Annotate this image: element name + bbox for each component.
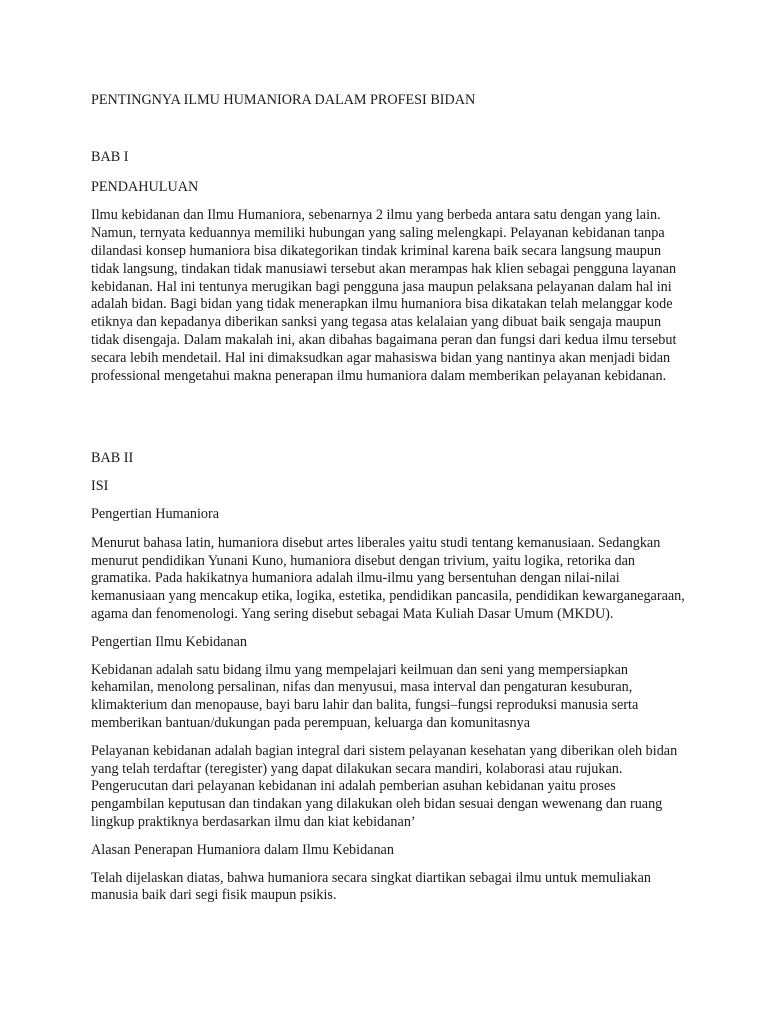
sub1-paragraph: Menurut bahasa latin, humaniora disebut artes liberales yaitu studi tentang kemanusiaan. Sedangkan menurut pendidikan Yunani Kuno, humaniora disebut dengan trivium, yaitu logika, retorika dan gramatika. Pada hakikatnya humaniora adalah ilmu-ilmu yang bersentuhan dengan nilai-nilai kemanusiaan yang mencakup etika, logika, estetika, pendidikan pancasila, pendidikan kewarganegaraan, agama dan fenomenologi. Yang sering disebut sebagai Mata Kuliah Dasar Umum (MKDU). (91, 534, 685, 622)
sub3-heading: Alasan Penerapan Humaniora dalam Ilmu Kebidanan (91, 841, 394, 858)
bab2-heading: ISI (91, 478, 109, 495)
bab1-label: BAB I (91, 148, 129, 165)
document-body (91, 92, 691, 905)
document-title: PENTINGNYA ILMU HUMANIORA DALAM PROFESI BIDAN (91, 92, 476, 108)
bab1-paragraph: Ilmu kebidanan dan Ilmu Humaniora, sebenarnya 2 ilmu yang berbeda antara satu dengan yang lain. Namun, ternyata keduannya memiliki hubungan yang saling melengkapi. Pelayanan kebidanan tanpa dilandasi konsep humaniora bisa dikategorikan tindak kriminal karena baik secara langsung maupun tidak langsung, tindakan tidak manusiawi tersebut akan merampas hak klien sebagai pengguna layanan kebidanan. Hal ini tentunya merugikan bagi pengguna jasa maupun pelaksana pelayanan dalam hal ini adalah bidan. Bagi bidan yang tidak menerapkan ilmu humaniora bisa dikatakan telah melanggar kode etiknya dan kepadanya diberikan sanksi yang tegasa atas kelalaian yang dibuat baik sengaja maupun tidak disengaja. Dalam makalah ini, akan dibahas bagaimana peran dan fungsi dari kedua ilmu tersebut secara lebih mendetail. Hal ini dimaksudkan agar mahasiswa bidan yang nantinya akan menjadi bidan professional mengetahui makna penerapan ilmu humaniora dalam memberikan pelayanan kebidanan. (91, 207, 677, 384)
sub3-paragraph: Telah dijelaskan diatas, bahwa humaniora secara singkat diartikan sebagai ilmu untuk memuliakan manusia baik dari segi fisik maupun psikis. (91, 869, 652, 904)
sub2-heading: Pengertian Ilmu Kebidanan (91, 633, 248, 650)
sub2-paragraph-1: Kebidanan adalah satu bidang ilmu yang mempelajari keilmuan dan seni yang mempersiapkan kehamilan, menolong persalinan, nifas dan menyusui, masa interval dan pengaturan kesuburan, klimakterium dan menopause, bayi baru lahir dan balita, fungsi–fungsi reproduksi manusia serta memberikan bantuan/dukungan pada perempuan, keluarga dan komunitasnya (91, 661, 639, 731)
bab2-label: BAB II (91, 450, 134, 467)
sub1-heading: Pengertian Humaniora (91, 505, 220, 522)
bab1-heading: PENDAHULUAN (91, 178, 199, 195)
sub2-paragraph-2: Pelayanan kebidanan adalah bagian integral dari sistem pelayanan kesehatan yang diberikan oleh bidan yang telah terdaftar (teregister) yang dapat dilakukan secara mandiri, kolaborasi atau rujukan. Pengerucutan dari pelayanan kebidanan ini adalah pemberian asuhan kebidanan yaitu proses pengambilan keputusan dan tindakan yang dilakukan oleh bidan sesuai dengan wewenang dan ruang lingkup praktiknya berdasarkan ilmu dan kiat kebidanan’ (91, 742, 678, 830)
